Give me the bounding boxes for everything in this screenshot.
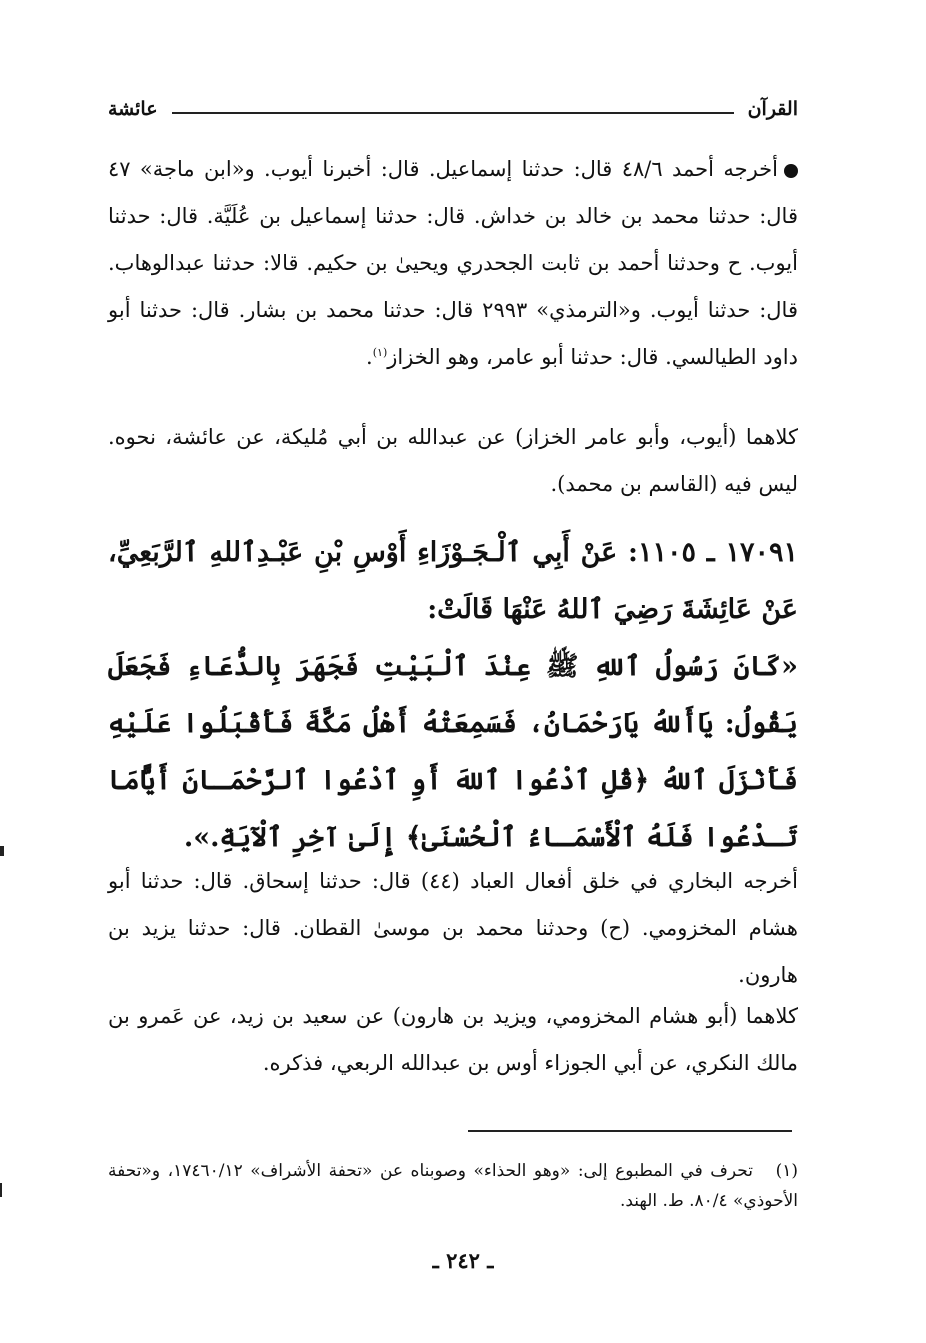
takhrij-1-end: . [366, 345, 373, 369]
kilahuma-paragraph-2: كلاهما (أبو هشام المخزومي، ويزيد بن هارون) عن سعيد بن زيد، عن عَمرو بن مالك النكري، عن أبي الجوزاء أوس بن عبدالله الربعي، فذكره. [108, 1004, 798, 1075]
kilahuma-paragraph-1: كلاهما (أيوب، وأبو عامر الخزاز) عن عبدالله بن أبي مُليكة، عن عائشة، نحوه. ليس فيه (القاسم بن محمد). [108, 425, 798, 496]
header-rule [172, 112, 734, 114]
footnote-ref: (١) [372, 346, 388, 359]
hadith-isnad: ١٧٠٩١ ـ ١١٠٥: عَنْ أَبِي ٱلْـجَـوْزَاءِ أَوْسِ بْنِ عَبْـدِٱللهِ ٱلرَّبَعِيِّ، عَنْ عَائِشَةَ رَضِيَ ٱللهُ عَنْهَا قَالَتْ: [108, 537, 798, 625]
bullet-icon [784, 164, 798, 178]
hadith-matn: «كَانَ رَسُولُ ٱللهِ ﷺ عِنْدَ ٱلْبَيْتِ فَجَهَرَ بِالدُّعَاءِ فَجَعَلَ يَقُولُ: يَاأَللهُ يَارَحْمَانُ، فَسَمِعَتْهُ أَهْلُ مَكَّةَ فَأَقْبَلُوا عَلَيْهِ فَأَنْزَلَ ٱللهُ ﴿قُلِ ٱدْعُوا ٱللهَ أَوِ ٱدْعُوا ٱلرَّحْمَـانَ أَيًّامَا تَـدْعُوا فَلَهُ ٱلْأَسْمَـاءُ ٱلْحُسْنَىٰ﴾ إِلَىٰ آخِرِ ٱلْآيَةِ.». [108, 651, 798, 853]
scan-edge-mark [0, 1183, 2, 1197]
footnote-text: تحرف في المطبوع إلى: «وهو الحذاء» وصوبناه عن «تحفة الأشراف» ١٧٤٦٠/١٢، و«تحفة الأحوذي» ٨٠/٤. ط. الهند. [108, 1161, 798, 1211]
page-number: ـ ٢٤٢ ـ [432, 1248, 494, 1273]
scan-edge-mark [0, 846, 4, 856]
footnote-separator [468, 1130, 792, 1132]
header-right-title: القرآن [747, 98, 798, 120]
footnote-number: (١) [775, 1161, 799, 1181]
takhrij-paragraph-2: أخرجه البخاري في خلق أفعال العباد (٤٤) قال: حدثنا إسحاق. قال: حدثنا أبو هشام المخزومي. (ح) وحدثنا محمد بن موسىٰ القطان. قال: حدثنا يزيد بن هارون. [108, 869, 798, 987]
header-left-title: عائشة [108, 98, 158, 120]
takhrij-paragraph-1 [108, 146, 798, 381]
footnote [108, 1156, 798, 1216]
takhrij-1-text: أخرجه أحمد ٤٨/٦ قال: حدثنا إسماعيل. قال: أخبرنا أيوب. و«ابن ماجة» ٤٧ قال: حدثنا محمد بن خالد بن خداش. قال: حدثنا إسماعيل بن عُلَيَّة. قال: حدثنا أيوب. ح وحدثنا أحمد بن ثابت الجحدري ويحيىٰ بن حكيم. قالا: حدثنا عبدالوهاب. قال: حدثنا أيوب. و«الترمذي» ٢٩٩٣ قال: حدثنا محمد بن بشار. قال: حدثنا أبو داود الطيالسي. قال: حدثنا أبو عامر، وهو الخزاز [108, 157, 798, 369]
running-header [108, 92, 798, 126]
